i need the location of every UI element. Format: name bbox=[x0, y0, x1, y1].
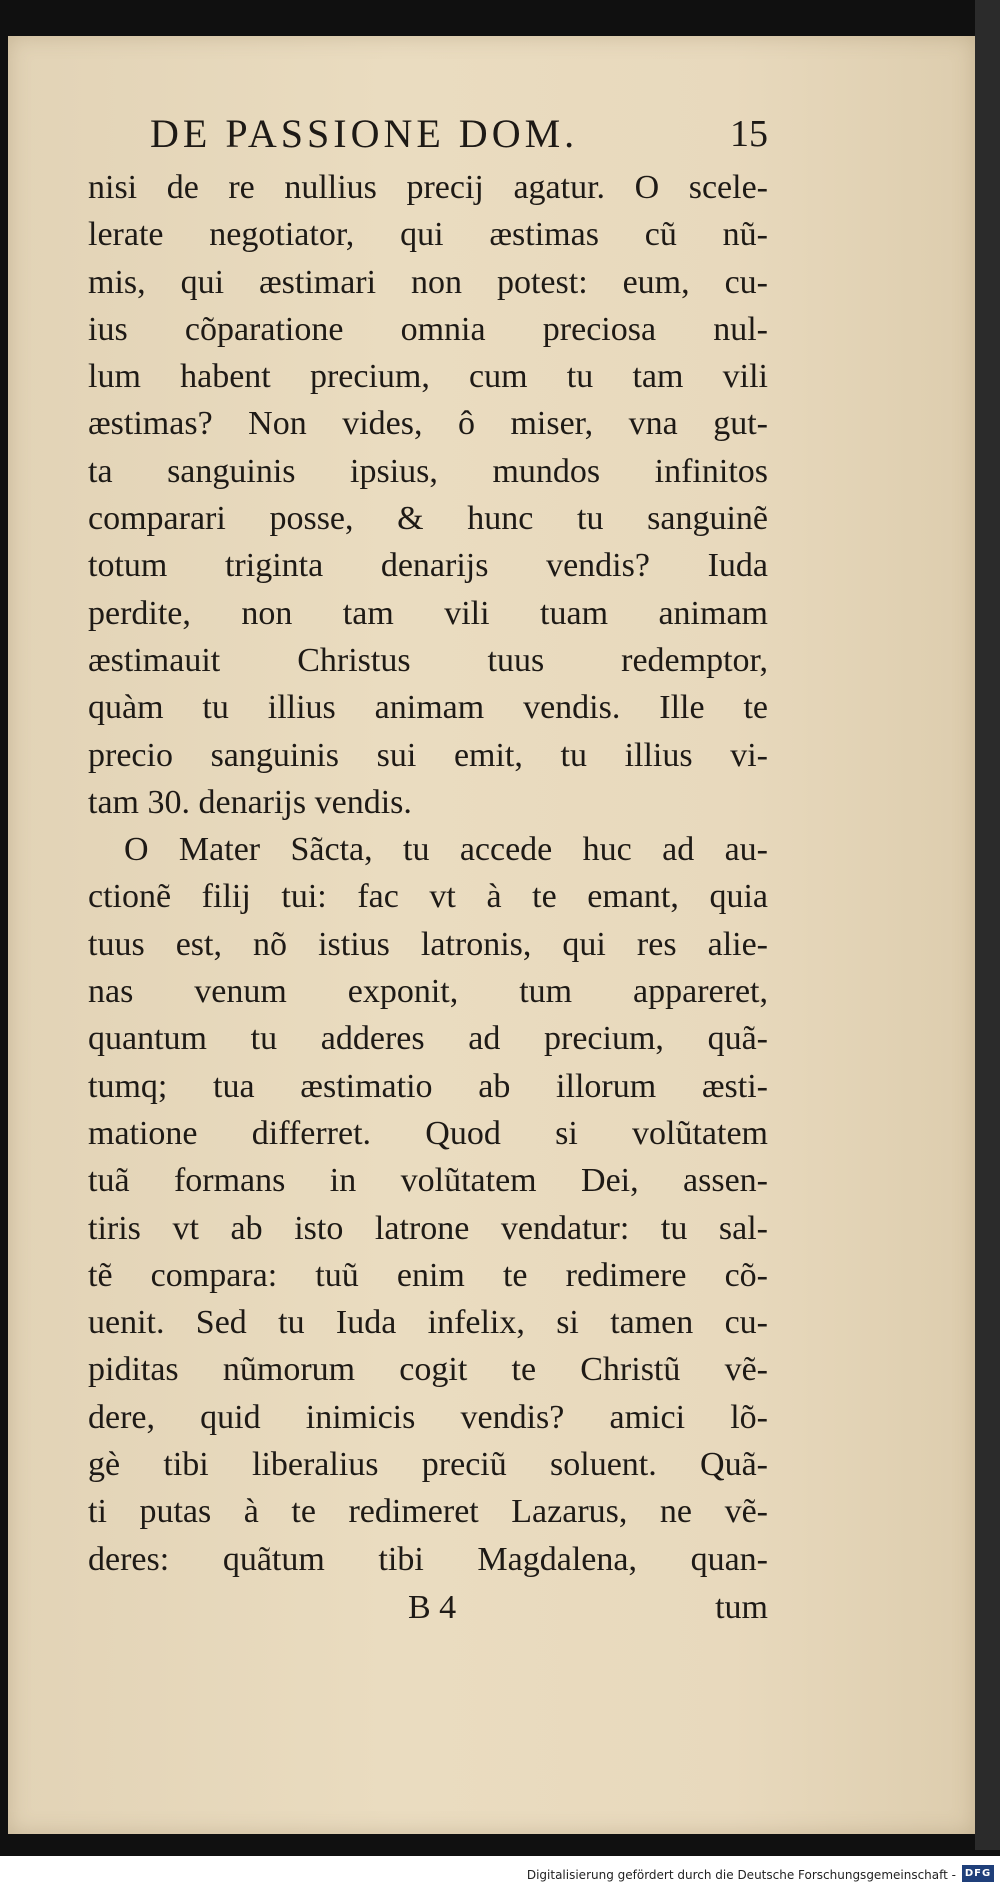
text-line: ti putas à te redimeret Lazarus, ne vẽ- bbox=[88, 1493, 768, 1531]
text-line: tiris vt ab isto latrone vendatur: tu sal- bbox=[88, 1209, 768, 1247]
text-line: quantum tu adderes ad precium, quã- bbox=[88, 1020, 768, 1058]
text-line: deres: quãtum tibi Magdalena, quan- bbox=[88, 1540, 768, 1578]
running-head bbox=[88, 104, 768, 164]
running-title: DE PASSIONE DOM. bbox=[150, 111, 579, 156]
dfg-logo: DFG bbox=[962, 1865, 994, 1882]
text-line: ctionẽ filij tui: fac vt à te emant, quia bbox=[88, 878, 768, 916]
paragraph-first-line: O Mater Sãcta, tu accede huc ad au- bbox=[124, 831, 768, 869]
text-line: æstimas? Non vides, ô miser, vna gut- bbox=[88, 405, 768, 443]
text-line: lerate negotiator, qui æstimas cũ nũ- bbox=[88, 216, 768, 254]
text-line: gè tibi liberalius preciũ soluent. Quã- bbox=[88, 1446, 768, 1484]
text-line: æstimauit Christus tuus redemptor, bbox=[88, 641, 768, 679]
text-line: totum triginta denarijs vendis? Iuda bbox=[88, 547, 768, 585]
text-line: precio sanguinis sui emit, tu illius vi- bbox=[88, 736, 768, 774]
text-line: tuã formans in volũtatem Dei, assen- bbox=[88, 1162, 768, 1200]
text-line: lum habent precium, cum tu tam vili bbox=[88, 358, 768, 396]
text-line: nisi de re nullius precij agatur. O scele- bbox=[88, 169, 768, 206]
book-page bbox=[8, 36, 975, 1834]
text-line: dere, quid inimicis vendis? amici lõ- bbox=[88, 1398, 768, 1436]
text-line: tẽ compara: tuũ enim te redimere cõ- bbox=[88, 1256, 768, 1294]
text-line: tuus est, nõ istius latronis, qui res alie- bbox=[88, 925, 768, 963]
signature-mark: B 4 bbox=[408, 1588, 457, 1626]
text-line: nas venum exponit, tum appareret, bbox=[88, 973, 768, 1011]
text-line: comparari posse, & hunc tu sanguinẽ bbox=[88, 500, 768, 538]
credit-bar bbox=[0, 1856, 1000, 1892]
catchword: tum bbox=[715, 1588, 768, 1626]
text-line: ius cõparatione omnia preciosa nul- bbox=[88, 310, 768, 348]
text-line: matione differret. Quod si volũtatem bbox=[88, 1114, 768, 1152]
page-number: 15 bbox=[730, 113, 768, 155]
text-line: tumq; tua æstimatio ab illorum æsti- bbox=[88, 1067, 768, 1105]
paragraph-last-line: tam 30. denarijs vendis. bbox=[88, 783, 412, 821]
page-footer-line bbox=[88, 1583, 768, 1633]
text-line: uenit. Sed tu Iuda infelix, si tamen cu- bbox=[88, 1304, 768, 1342]
text-line: ta sanguinis ipsius, mundos infinitos bbox=[88, 452, 768, 490]
text-line: mis, qui æstimari non potest: eum, cu- bbox=[88, 263, 768, 301]
text-block bbox=[88, 104, 768, 1633]
text-line: perdite, non tam vili tuam animam bbox=[88, 594, 768, 632]
text-line: quàm tu illius animam vendis. Ille te bbox=[88, 689, 768, 727]
scan-edge-strip bbox=[975, 0, 1000, 1850]
funding-credit: Digitalisierung gefördert durch die Deutsche Forschungsgemeinschaft - bbox=[526, 1868, 956, 1882]
text-line: piditas nũmorum cogit te Christũ vẽ- bbox=[88, 1351, 768, 1389]
